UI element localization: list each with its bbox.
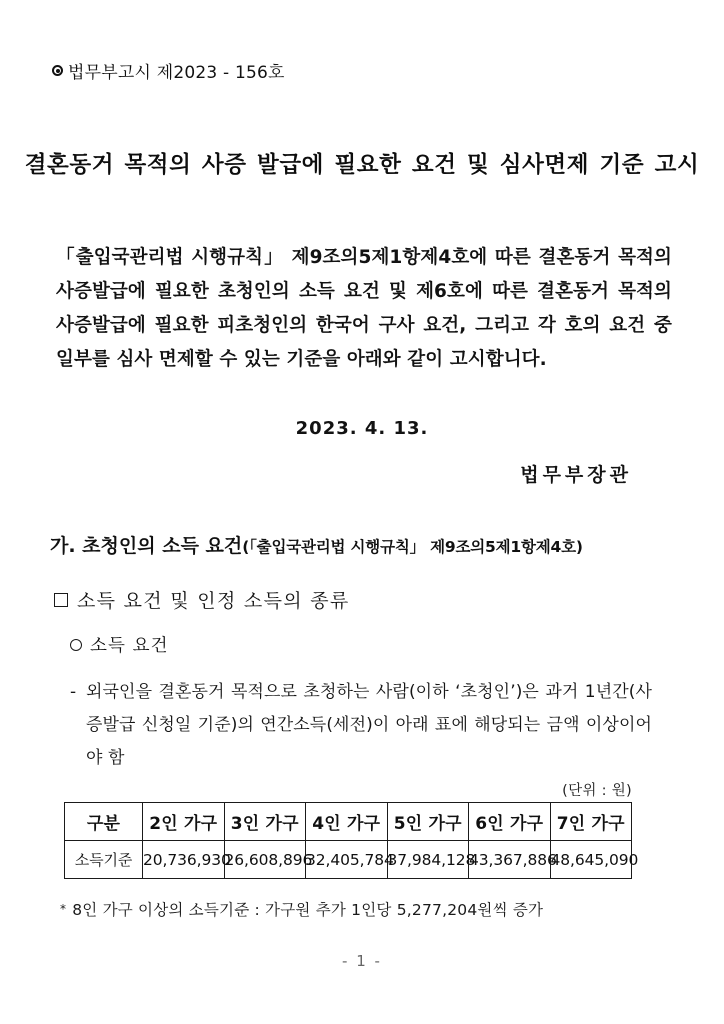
intro-paragraph: 「출입국관리법 시행규칙」 제9조의5제1항제4호에 따른 결혼동거 목적의 사증발급에 필요한 초청인의 소득 요건 및 제6호에 따른 결혼동거 목적의 사증발급에 필요한 피초청인의 한국어 구사 요건, 그리고 각 호의 요건 중 일부를 심사 면제할 수 있는 기준을 아래와 같이 고시합니다. bbox=[56, 246, 672, 370]
table-header-cell: 4인 가구 bbox=[306, 803, 388, 841]
table-header-cell: 3인 가구 bbox=[224, 803, 306, 841]
requirement-paragraph-text: 외국인을 결혼동거 목적으로 초청하는 사람(이하 ‘초청인’)은 과거 1년간(사증발급 신청일 기준)의 연간소득(세전)이 아래 표에 해당되는 금액 이상이어야 함 bbox=[86, 682, 652, 768]
subsection-heading-square-label: 소득 요건 및 인정 소득의 종류 bbox=[77, 590, 350, 612]
table-row-label: 소득기준 bbox=[65, 841, 143, 879]
signer-name: 법무부장관 bbox=[520, 464, 632, 486]
table-cell: 26,608,896 bbox=[224, 841, 306, 879]
income-table-container bbox=[64, 802, 639, 879]
notice-number bbox=[52, 58, 285, 83]
table-cell: 48,645,090 bbox=[550, 841, 632, 879]
requirement-paragraph bbox=[70, 676, 652, 775]
section-heading-label: 가. 초청인의 소득 요건 bbox=[50, 535, 243, 557]
table-cell: 37,984,128 bbox=[387, 841, 469, 879]
dash-bullet-icon: - bbox=[70, 682, 77, 702]
square-bullet-icon bbox=[54, 593, 68, 607]
notice-date: 2023. 4. 13. bbox=[295, 418, 429, 439]
footnote-text: 8인 가구 이상의 소득기준 : 가구원 추가 1인당 5,277,204원씩 증가 bbox=[72, 901, 544, 919]
table-header-cell: 2인 가구 bbox=[143, 803, 225, 841]
table-row bbox=[65, 841, 632, 879]
notice-number-text: 법무부고시 제2023 - 156호 bbox=[68, 63, 285, 83]
page-title: 결혼동거 목적의 사증 발급에 필요한 요건 및 심사면제 기준 고시 bbox=[24, 152, 700, 179]
table-footnote bbox=[60, 898, 543, 920]
table-cell: 43,367,886 bbox=[469, 841, 551, 879]
table-header-cell: 6인 가구 bbox=[469, 803, 551, 841]
table-header-cell: 구분 bbox=[65, 803, 143, 841]
table-header-row bbox=[65, 803, 632, 841]
footnote-mark-icon: * bbox=[60, 902, 67, 916]
table-unit-note: (단위 : 원) bbox=[562, 783, 632, 799]
table-header-cell: 7인 가구 bbox=[550, 803, 632, 841]
table-cell: 32,405,784 bbox=[306, 841, 388, 879]
subsection-heading-square bbox=[54, 586, 350, 613]
income-standard-table bbox=[64, 802, 639, 879]
bullet-circle-icon bbox=[52, 65, 63, 76]
section-heading bbox=[50, 531, 583, 558]
table-cell: 20,736,930 bbox=[143, 841, 225, 879]
page-number: - 1 - bbox=[342, 952, 382, 970]
circle-bullet-icon bbox=[70, 639, 82, 651]
subsection-heading-circle-label: 소득 요건 bbox=[90, 636, 169, 656]
section-heading-reference: (「출입국관리법 시행규칙」 제9조의5제1항제4호) bbox=[242, 538, 583, 556]
subsection-heading-circle bbox=[70, 632, 169, 657]
table-header-cell: 5인 가구 bbox=[387, 803, 469, 841]
